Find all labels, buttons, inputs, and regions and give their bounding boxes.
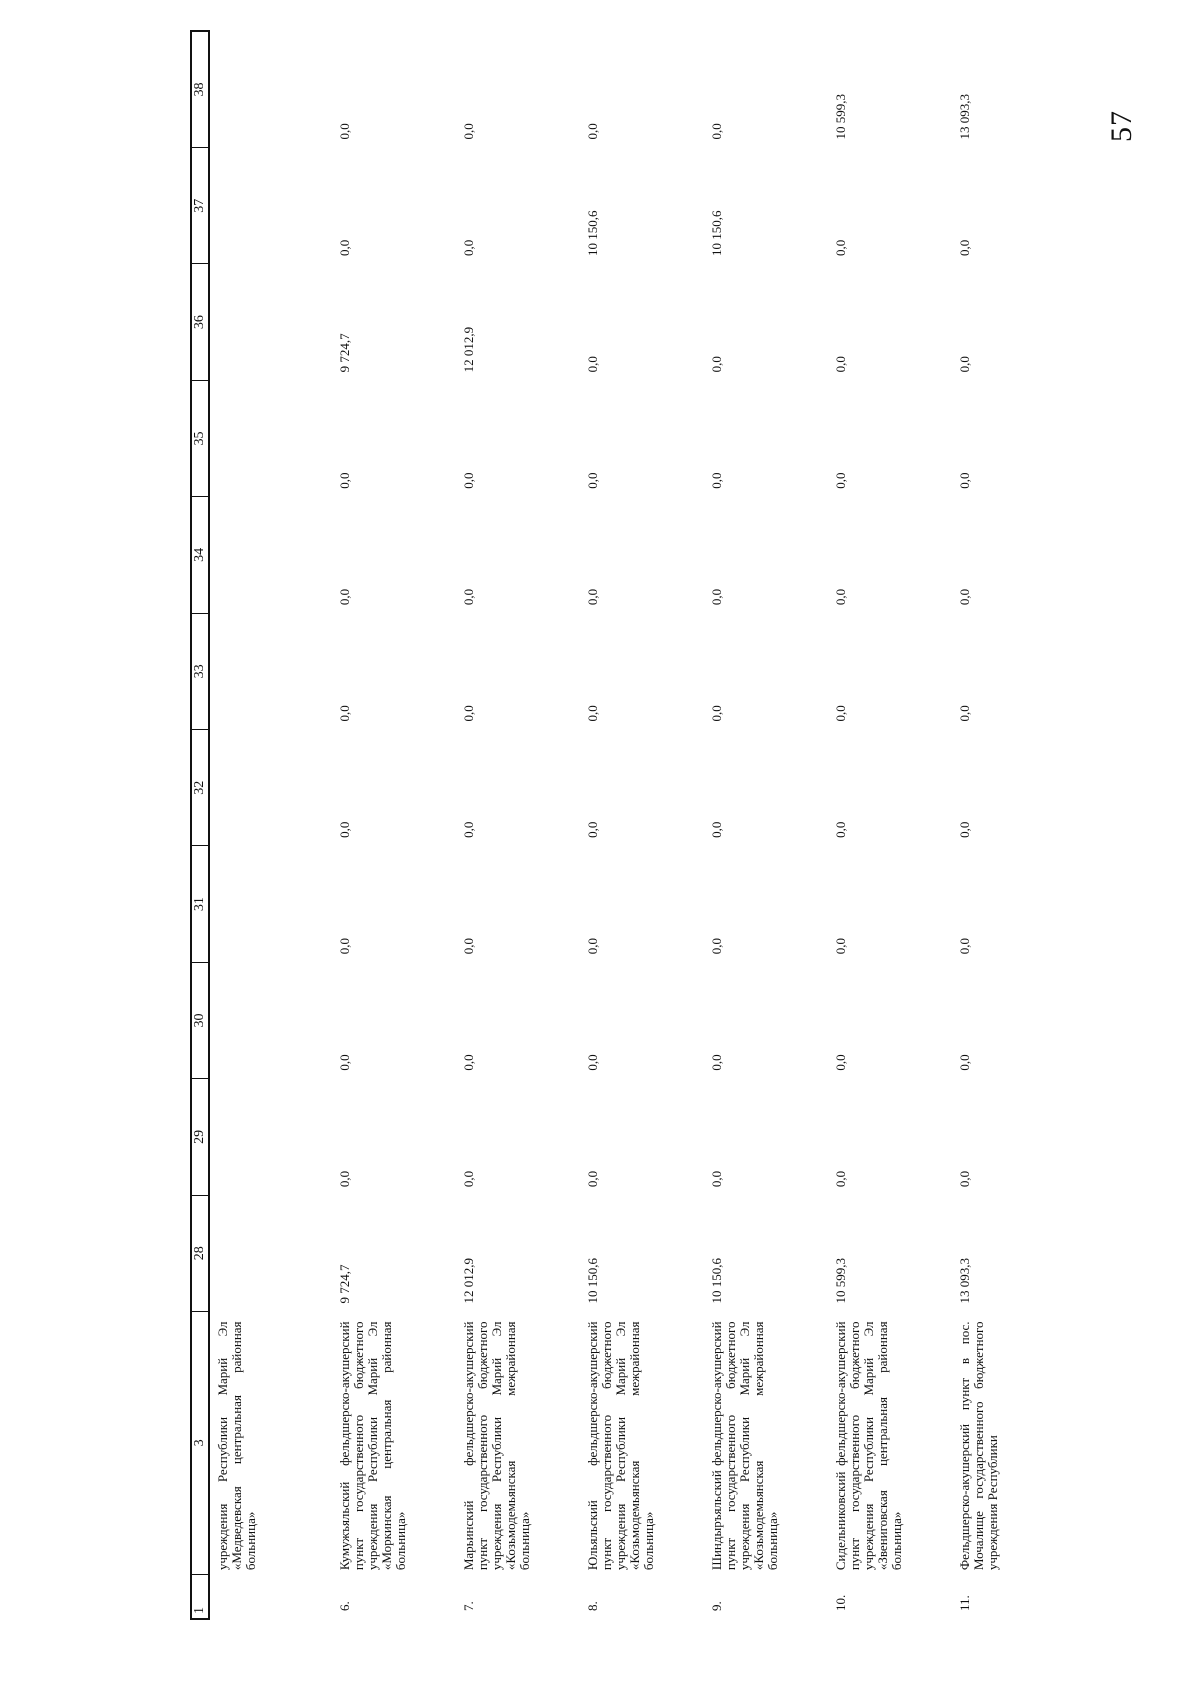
value-cell: 0,0 [585,356,600,373]
table-row [698,31,822,1619]
header-row [191,31,209,1619]
value-cell: 0,0 [957,1170,972,1188]
value-cell: 0,0 [461,588,476,606]
column-header: 30 [191,962,209,1078]
column-header: 34 [191,497,209,613]
value-cell: 0,0 [337,472,352,489]
column-header: 28 [191,1195,209,1311]
value-cell: 0,0 [461,705,476,722]
value-cell: 0,0 [957,705,972,722]
value-cell: 0,0 [585,938,600,955]
value-cell: 10 150,6 [709,1257,724,1304]
value-cell [209,31,326,148]
value-cell: 10 599,3 [833,1257,848,1304]
budget-table [190,30,1070,1620]
table-row [326,31,450,1619]
facility-name: Кумужъяльский фельдшерско-акушерский пункт государственного бюджетного учреждения Республики Марий Эл «Моркинская центральная районная больница» [337,1321,408,1571]
value-cell: 0,0 [709,356,724,373]
value-cell: 10 150,6 [709,210,724,256]
row-number: 8. [585,1601,600,1611]
value-cell: 0,0 [957,239,972,256]
value-cell: 0,0 [585,1054,600,1071]
value-cell: 0,0 [461,472,476,489]
value-cell: 0,0 [337,705,352,722]
facility-name: учреждения Республики Марий Эл «Медведевская центральная районная больница» [215,1321,258,1571]
value-cell: 0,0 [461,938,476,955]
column-header: 38 [191,31,209,148]
value-cell: 0,0 [833,821,848,838]
value-cell: 0,0 [585,705,600,722]
value-cell: 0,0 [709,938,724,955]
value-cell: 0,0 [585,123,600,140]
facility-name: Шиндыръяльский фельдшерско-акушерский пункт государственного бюджетного учреждения Республики Марий Эл «Козьмодемьянская межрайонная больница» [709,1321,780,1571]
value-cell: 0,0 [461,1170,476,1188]
value-cell: 0,0 [709,1054,724,1071]
value-cell: 0,0 [957,588,972,606]
table-row [822,31,946,1619]
value-cell: 0,0 [337,821,352,838]
value-cell: 0,0 [833,1170,848,1188]
value-cell: 0,0 [337,1170,352,1188]
value-cell: 0,0 [833,356,848,373]
value-cell: 10 150,6 [585,1257,600,1304]
rotated-table-container [190,30,1190,1620]
column-header: 3 [191,1311,209,1574]
value-cell [209,613,326,729]
value-cell: 0,0 [833,239,848,256]
value-cell [209,264,326,380]
facility-name: Марьинский фельдшерско-акушерский пункт государственного бюджетного учреждения Республики Марий Эл «Козьмодемьянская межрайонная больница» [461,1321,532,1571]
table-row [209,31,326,1619]
value-cell: 0,0 [833,1054,848,1071]
value-cell: 0,0 [833,472,848,489]
value-cell: 0,0 [709,1170,724,1188]
facility-name: Сидельниковский фельдшерско-акушерский пункт государственного бюджетного учреждения Республики Марий Эл «Звениговская центральная районная больница» [833,1321,904,1571]
row-number: 10. [833,1594,848,1611]
facility-name: Фельдшерско-акушерский пункт в пос. Мочалище государственного бюджетного учреждения Республики [957,1321,1000,1571]
value-cell: 0,0 [957,938,972,955]
value-cell: 0,0 [585,588,600,606]
facility-name: Юльяльский фельдшерско-акушерский пункт государственного бюджетного учреждения Республики Марий Эл «Козьмодемьянская межрайонная больница» [585,1321,656,1571]
value-cell: 0,0 [709,821,724,838]
table-row [574,31,698,1619]
value-cell: 10 150,6 [585,210,600,256]
value-cell [209,148,326,264]
row-number: 11. [957,1595,972,1611]
value-cell: 0,0 [833,588,848,606]
table-row [450,31,574,1619]
value-cell: 0,0 [337,123,352,140]
value-cell: 13 093,3 [957,94,972,140]
row-number: 6. [337,1601,352,1611]
value-cell [209,846,326,962]
value-cell [209,1079,326,1195]
value-cell: 0,0 [957,821,972,838]
value-cell: 9 724,7 [337,333,352,373]
column-header: 35 [191,380,209,496]
value-cell [209,730,326,846]
value-cell: 0,0 [585,1170,600,1188]
value-cell: 0,0 [709,123,724,140]
column-header: 37 [191,148,209,264]
value-cell: 13 093,3 [957,1257,972,1304]
value-cell: 0,0 [585,821,600,838]
column-header: 36 [191,264,209,380]
page-number: 57 [1105,110,1138,142]
value-cell [209,962,326,1078]
value-cell: 0,0 [585,472,600,489]
value-cell: 12 012,9 [461,326,476,373]
value-cell: 0,0 [337,1054,352,1071]
value-cell: 0,0 [957,472,972,489]
row-number [209,1574,326,1619]
value-cell: 0,0 [709,705,724,722]
column-header: 33 [191,613,209,729]
value-cell: 0,0 [957,1054,972,1071]
value-cell: 0,0 [957,356,972,373]
table-body [209,31,1070,1619]
value-cell: 0,0 [833,705,848,722]
value-cell: 0,0 [461,1054,476,1071]
value-cell: 12 012,9 [461,1257,476,1304]
value-cell: 0,0 [461,123,476,140]
table-row [946,31,1070,1619]
column-header: 1 [191,1574,209,1619]
value-cell: 0,0 [461,239,476,256]
value-cell: 10 599,3 [833,94,848,140]
value-cell: 0,0 [337,938,352,955]
column-header: 32 [191,730,209,846]
column-header: 29 [191,1079,209,1195]
value-cell: 0,0 [337,239,352,256]
value-cell [209,1195,326,1311]
value-cell [209,380,326,496]
value-cell [209,497,326,613]
value-cell: 0,0 [337,588,352,606]
value-cell: 0,0 [709,472,724,489]
value-cell: 9 724,7 [337,1264,352,1304]
value-cell: 0,0 [833,938,848,955]
value-cell: 0,0 [709,588,724,606]
row-number: 9. [709,1601,724,1611]
column-header: 31 [191,846,209,962]
row-number: 7. [461,1601,476,1611]
value-cell: 0,0 [461,821,476,838]
